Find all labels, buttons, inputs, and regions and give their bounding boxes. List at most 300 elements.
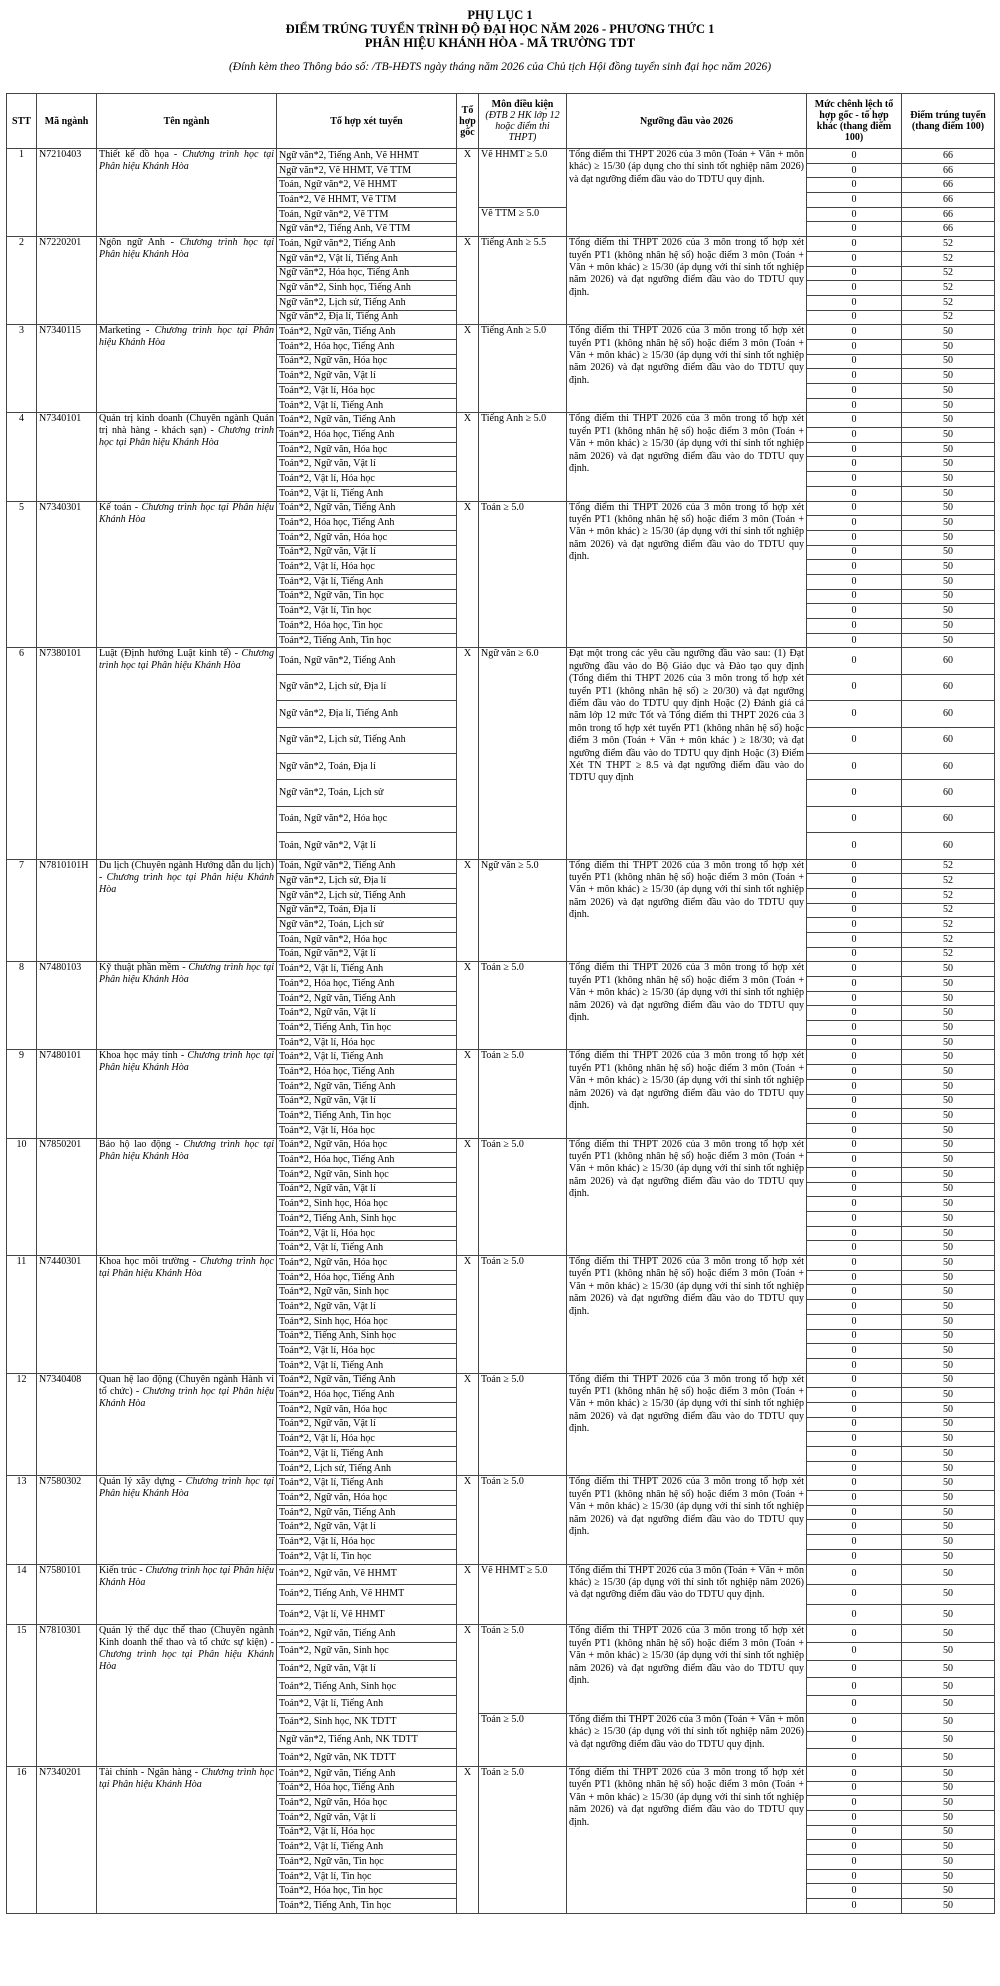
row-difference: 0 — [807, 1329, 902, 1344]
row-score: 66 — [902, 207, 995, 222]
row-base-marker: X — [457, 859, 479, 962]
row-combo: Toán*2, Vật lí, Hóa học — [277, 1825, 457, 1840]
row-score: 50 — [902, 1713, 995, 1731]
row-score: 50 — [902, 1226, 995, 1241]
row-combo: Toán*2, Vật lí, Tiếng Anh — [277, 486, 457, 501]
row-score: 50 — [902, 991, 995, 1006]
row-combo: Ngữ văn*2, Lịch sử, Tiếng Anh — [277, 727, 457, 753]
row-difference: 0 — [807, 310, 902, 325]
row-difference: 0 — [807, 1138, 902, 1153]
row-score: 52 — [902, 251, 995, 266]
row-combo: Toán*2, Vật lí, Hóa học — [277, 1123, 457, 1138]
row-score: 50 — [902, 472, 995, 487]
row-requirement: Tổng điểm thi THPT 2026 của 3 môn trong tổ hợp xét tuyển PT1 (không nhân hệ số) hoặc điểm 3 môn (Toán + Văn + môn khác) ≥ 15/30 (áp dụng với thí sinh tốt nghiệp năm 2026) và đạt ngưỡng điểm đầu vào do TDTU quy định. — [567, 962, 807, 1050]
col-header-stt: STT — [7, 94, 37, 149]
row-requirement: Tổng điểm thi THPT 2026 của 3 môn (Toán + Văn + môn khác) ≥ 15/30 (áp dụng cho thí sinh tốt nghiệp năm 2026) và đạt ngưỡng điểm đầu vào do TDTU quy định. — [567, 149, 807, 237]
row-score: 50 — [902, 1766, 995, 1781]
row-condition: Vẽ TTM ≥ 5.0 — [479, 207, 567, 236]
row-score: 60 — [902, 753, 995, 779]
row-code: N7850201 — [37, 1138, 97, 1256]
document-header — [6, 8, 994, 74]
row-requirement: Tổng điểm thi THPT 2026 của 3 môn trong tổ hợp xét tuyển PT1 (không nhân hệ số) hoặc điểm 3 môn (Toán + Văn + môn khác) ≥ 15/30 (áp dụng với thí sinh tốt nghiệp năm 2026) và đạt ngưỡng điểm đầu vào do TDTU quy định. — [567, 859, 807, 962]
row-score: 50 — [902, 1564, 995, 1584]
row-difference: 0 — [807, 545, 902, 560]
row-combo: Toán*2, Tiếng Anh, Tin học — [277, 1109, 457, 1124]
row-difference: 0 — [807, 619, 902, 634]
row-score: 50 — [902, 1358, 995, 1373]
row-combo: Toán*2, Ngữ văn, Vật lí — [277, 1094, 457, 1109]
row-name-main: Kế toán — [99, 501, 132, 513]
row-combo: Toán*2, Vật lí, Tiếng Anh — [277, 1050, 457, 1065]
row-difference: 0 — [807, 163, 902, 178]
row-name-separator: - — [267, 1637, 274, 1649]
row-name-separator: - — [179, 962, 189, 974]
row-name — [97, 149, 277, 237]
row-difference: 0 — [807, 1660, 902, 1678]
row-combo: Toán*2, Ngữ văn, Vật lí — [277, 1006, 457, 1021]
row-difference: 0 — [807, 1781, 902, 1796]
row-combo: Toán*2, Tiếng Anh, Tin học — [277, 1899, 457, 1914]
row-difference: 0 — [807, 251, 902, 266]
row-stt: 3 — [7, 325, 37, 413]
row-combo: Toán*2, Hóa học, Tiếng Anh — [277, 339, 457, 354]
row-condition: Toán ≥ 5.0 — [479, 1766, 567, 1913]
row-score: 50 — [902, 398, 995, 413]
row-combo: Toán*2, Vật lí, Hóa học — [277, 1535, 457, 1550]
row-combo: Toán*2, Vật lí, Tin học — [277, 1869, 457, 1884]
row-combo: Toán*2, Ngữ văn, Tin học — [277, 1855, 457, 1870]
document-title: ĐIỂM TRÚNG TUYỂN TRÌNH ĐỘ ĐẠI HỌC NĂM 2026 - PHƯƠNG THỨC 1 — [285, 22, 715, 36]
row-score: 52 — [902, 237, 995, 252]
row-difference: 0 — [807, 1584, 902, 1604]
row-score: 50 — [902, 977, 995, 992]
row-score: 50 — [902, 1810, 995, 1825]
row-requirement: Đạt một trong các yêu cầu ngưỡng đầu vào sau: (1) Đạt ngưỡng đầu vào do Bộ Giáo dục và Đào tạo quy định (Tổng điểm thi THPT 2026 của 3 môn trong tổ hợp xét tuyển PT1 (không nhân hệ số) ≥ 20/30) và đạt ngưỡng điểm đầu vào do TDTU quy định Hoặc (2) Đánh giá cả năm lớp 12 mức Tốt và Tổng điểm thi THPT 2026 của 3 môn trong tổ hợp xét tuyển PT1 (không nhân hệ số) hoặc điểm 3 môn (Toán + Văn + môn khác ) ≥ 18/30; và đạt ngưỡng điểm đầu vào do TDTU quy định Hoặc (3) Điểm Xét TN THPT ≥ 8.5 và đạt ngưỡng điểm đầu vào do TDTU quy định — [567, 648, 807, 859]
row-requirement: Tổng điểm thi THPT 2026 của 3 môn (Toán + Văn + môn khác) ≥ 15/30 (áp dụng với thí sinh tốt nghiệp năm 2026) và đạt ngưỡng điểm đầu vào do TDTU quy định. — [567, 1713, 807, 1766]
row-name-separator: - — [131, 501, 142, 513]
row-difference: 0 — [807, 1696, 902, 1714]
row-difference: 0 — [807, 1749, 902, 1767]
row-score: 66 — [902, 193, 995, 208]
row-combo: Toán*2, Vật lí, Tiếng Anh — [277, 1476, 457, 1491]
row-difference: 0 — [807, 947, 902, 962]
row-score: 50 — [902, 619, 995, 634]
row-code: N7580101 — [37, 1564, 97, 1625]
row-name-main: Khoa học máy tính — [99, 1050, 178, 1062]
row-combo: Toán*2, Ngữ văn, Hóa học — [277, 530, 457, 545]
row-combo: Toán*2, Ngữ văn, Vật lí — [277, 1182, 457, 1197]
row-score: 50 — [902, 1402, 995, 1417]
row-combo: Toán*2, Tiếng Anh, Tin học — [277, 633, 457, 648]
row-requirement: Tổng điểm thi THPT 2026 của 3 môn trong tổ hợp xét tuyển PT1 (không nhân hệ số) hoặc điểm 3 môn (Toán + Văn + môn khác) ≥ 15/30 (áp dụng với thí sinh tốt nghiệp năm 2026) và đạt ngưỡng điểm đầu vào do TDTU quy định. — [567, 1050, 807, 1138]
row-difference: 0 — [807, 193, 902, 208]
row-name — [97, 237, 277, 325]
row-base-marker: X — [457, 962, 479, 1050]
row-score: 52 — [902, 281, 995, 296]
row-score: 50 — [902, 633, 995, 648]
row-score: 50 — [902, 486, 995, 501]
table-row — [7, 1766, 995, 1781]
row-name — [97, 962, 277, 1050]
row-name-program: Chương trình học tại Phân hiệu Khánh Hòa — [99, 871, 274, 895]
row-difference: 0 — [807, 560, 902, 575]
row-score: 66 — [902, 222, 995, 237]
row-difference: 0 — [807, 1109, 902, 1124]
row-score: 50 — [902, 1869, 995, 1884]
row-stt: 10 — [7, 1138, 37, 1256]
row-combo: Ngữ văn*2, Địa lí, Tiếng Anh — [277, 701, 457, 727]
row-difference: 0 — [807, 222, 902, 237]
row-score: 50 — [902, 1731, 995, 1749]
row-score: 52 — [902, 266, 995, 281]
row-combo: Toán, Ngữ văn*2, Vẽ TTM — [277, 207, 457, 222]
row-difference: 0 — [807, 295, 902, 310]
row-name-separator: - — [191, 1766, 202, 1778]
table-body — [7, 149, 995, 1914]
row-score: 50 — [902, 1643, 995, 1661]
row-name-program: Chương trình học tại Phân hiệu Khánh Hòa — [99, 1138, 274, 1162]
row-score: 50 — [902, 1520, 995, 1535]
row-difference: 0 — [807, 1167, 902, 1182]
row-difference: 0 — [807, 237, 902, 252]
row-combo: Toán*2, Vật lí, Vẽ HHMT — [277, 1605, 457, 1625]
col-header-score: Điểm trúng tuyển (thang điểm 100) — [902, 94, 995, 149]
row-score: 50 — [902, 1329, 995, 1344]
row-combo: Toán, Ngữ văn*2, Tiếng Anh — [277, 859, 457, 874]
row-requirement: Tổng điểm thi THPT 2026 của 3 môn trong tổ hợp xét tuyển PT1 (không nhân hệ số) hoặc điểm 3 môn (Toán + Văn + môn khác) ≥ 15/30 (áp dụng với thí sinh tốt nghiệp năm 2026) và đạt ngưỡng điểm đầu vào do TDTU quy định. — [567, 1373, 807, 1476]
row-score: 60 — [902, 833, 995, 859]
row-score: 50 — [902, 354, 995, 369]
row-score: 50 — [902, 442, 995, 457]
row-difference: 0 — [807, 369, 902, 384]
row-base-marker: X — [457, 237, 479, 325]
row-base-marker: X — [457, 1766, 479, 1913]
row-difference: 0 — [807, 1810, 902, 1825]
row-name-main: Quan hệ lao động (Chuyên ngành Hành vi tổ chức) — [99, 1373, 274, 1397]
row-difference: 0 — [807, 530, 902, 545]
row-difference: 0 — [807, 1491, 902, 1506]
row-score: 50 — [902, 1491, 995, 1506]
row-difference: 0 — [807, 1884, 902, 1899]
row-combo: Ngữ văn*2, Lịch sử, Địa lí — [277, 674, 457, 700]
row-combo: Toán*2, Ngữ văn, Hóa học — [277, 1256, 457, 1271]
row-score: 50 — [902, 1535, 995, 1550]
row-combo: Toán*2, Ngữ văn, Vật lí — [277, 1810, 457, 1825]
row-difference: 0 — [807, 1549, 902, 1564]
col-header-condition-sub: (ĐTB 2 HK lớp 12 hoặc điểm thi THPT) — [485, 110, 560, 143]
row-score: 50 — [902, 1079, 995, 1094]
row-name-program: Chương trình học tại Phân hiệu Khánh Hòa — [99, 1766, 274, 1790]
col-header-condition — [479, 94, 567, 149]
row-difference: 0 — [807, 354, 902, 369]
row-difference: 0 — [807, 1840, 902, 1855]
row-difference: 0 — [807, 1796, 902, 1811]
attachment-note: (Đính kèm theo Thông báo số: /TB-HĐTS ngày tháng năm 2026 của Chủ tịch Hội đồng tuyển sinh đại học năm 2026) — [228, 61, 772, 73]
row-score: 50 — [902, 1388, 995, 1403]
row-requirement: Tổng điểm thi THPT 2026 của 3 môn trong tổ hợp xét tuyển PT1 (không nhân hệ số) hoặc điểm 3 môn (Toán + Văn + môn khác) ≥ 15/30 (áp dụng với thí sinh tốt nghiệp năm 2026) và đạt ngưỡng điểm đầu vào do TDTU quy định. — [567, 1138, 807, 1256]
row-score: 60 — [902, 701, 995, 727]
row-score: 50 — [902, 1796, 995, 1811]
row-score: 66 — [902, 149, 995, 164]
row-stt: 15 — [7, 1625, 37, 1767]
row-difference: 0 — [807, 1766, 902, 1781]
row-difference: 0 — [807, 1388, 902, 1403]
row-combo: Toán*2, Vật lí, Hóa học — [277, 560, 457, 575]
row-combo: Ngữ văn*2, Toán, Địa lí — [277, 903, 457, 918]
row-score: 60 — [902, 648, 995, 674]
row-score: 50 — [902, 1696, 995, 1714]
row-combo: Ngữ văn*2, Tiếng Anh, NK TDTT — [277, 1731, 457, 1749]
row-combo: Toán*2, Vật lí, Tiếng Anh — [277, 398, 457, 413]
row-score: 50 — [902, 1749, 995, 1767]
row-difference: 0 — [807, 1505, 902, 1520]
table-row — [7, 648, 995, 674]
row-score: 52 — [902, 310, 995, 325]
row-combo: Toán*2, Ngữ văn, Tiếng Anh — [277, 1505, 457, 1520]
row-name-separator: - — [132, 1385, 143, 1397]
row-combo: Ngữ văn*2, Toán, Địa lí — [277, 753, 457, 779]
row-difference: 0 — [807, 1314, 902, 1329]
row-code: N7440301 — [37, 1256, 97, 1374]
row-combo: Toán*2, Ngữ văn, Hóa học — [277, 1402, 457, 1417]
row-combo: Toán*2, Hóa học, Tiếng Anh — [277, 1781, 457, 1796]
row-combo: Toán*2, Vật lí, Hóa học — [277, 472, 457, 487]
row-score: 50 — [902, 1138, 995, 1153]
row-name — [97, 1766, 277, 1913]
row-difference: 0 — [807, 178, 902, 193]
row-difference: 0 — [807, 727, 902, 753]
table-row — [7, 1625, 995, 1643]
row-name — [97, 413, 277, 501]
row-condition: Toán ≥ 5.0 — [479, 1256, 567, 1374]
row-requirement: Tổng điểm thi THPT 2026 của 3 môn trong tổ hợp xét tuyển PT1 (không nhân hệ số) hoặc điểm 3 môn (Toán + Văn + môn khác) ≥ 15/30 (áp dụng với thí sinh tốt nghiệp năm 2026) và đạt ngưỡng điểm đầu vào do TDTU quy định. — [567, 1476, 807, 1564]
row-difference: 0 — [807, 325, 902, 340]
table-row — [7, 1373, 995, 1388]
row-name — [97, 1625, 277, 1767]
row-combo: Ngữ văn*2, Toán, Lịch sử — [277, 918, 457, 933]
row-score: 50 — [902, 457, 995, 472]
row-name-main: Tài chính - Ngân hàng — [99, 1766, 192, 1778]
row-code: N7210403 — [37, 149, 97, 237]
row-combo: Ngữ văn*2, Tiếng Anh, Vẽ TTM — [277, 222, 457, 237]
row-score: 50 — [902, 1884, 995, 1899]
table-row — [7, 1138, 995, 1153]
row-difference: 0 — [807, 428, 902, 443]
row-base-marker: X — [457, 1050, 479, 1138]
table-row — [7, 237, 995, 252]
row-base-marker: X — [457, 413, 479, 501]
row-stt: 16 — [7, 1766, 37, 1913]
row-difference: 0 — [807, 932, 902, 947]
row-score: 50 — [902, 1285, 995, 1300]
row-combo: Toán*2, Tiếng Anh, Tin học — [277, 1021, 457, 1036]
row-score: 50 — [902, 604, 995, 619]
row-difference: 0 — [807, 1300, 902, 1315]
row-difference: 0 — [807, 1123, 902, 1138]
row-condition: Tiếng Anh ≥ 5.5 — [479, 237, 567, 325]
row-score: 66 — [902, 163, 995, 178]
row-name — [97, 1256, 277, 1374]
row-difference: 0 — [807, 1643, 902, 1661]
row-score: 60 — [902, 674, 995, 700]
row-difference: 0 — [807, 604, 902, 619]
row-difference: 0 — [807, 1564, 902, 1584]
row-combo: Toán*2, Ngữ văn, Vật lí — [277, 457, 457, 472]
row-combo: Toán, Ngữ văn*2, Vật lí — [277, 947, 457, 962]
row-combo: Ngữ văn*2, Lịch sử, Tiếng Anh — [277, 888, 457, 903]
row-name-main: Khoa học môi trường — [99, 1256, 189, 1268]
row-name-program: Chương trình học tại Phân hiệu Khánh Hòa — [99, 1385, 275, 1409]
row-name — [97, 1050, 277, 1138]
row-combo: Ngữ văn*2, Lịch sử, Địa lí — [277, 874, 457, 889]
row-difference: 0 — [807, 874, 902, 889]
row-difference: 0 — [807, 859, 902, 874]
row-combo: Toán*2, Ngữ văn, Hóa học — [277, 1796, 457, 1811]
row-name-main: Bảo hộ lao động — [99, 1138, 171, 1150]
row-code: N7380101 — [37, 648, 97, 859]
row-difference: 0 — [807, 1535, 902, 1550]
row-combo: Toán*2, Tiếng Anh, Vẽ HHMT — [277, 1584, 457, 1604]
row-name-program: Chương trình học tại Phân hiệu Khánh Hòa — [99, 1476, 274, 1500]
row-combo: Toán*2, Ngữ văn, Hóa học — [277, 1491, 457, 1506]
row-combo: Toán*2, Hóa học, Tiếng Anh — [277, 1065, 457, 1080]
row-combo: Toán*2, Vật lí, Tiếng Anh — [277, 1696, 457, 1714]
col-header-base: Tổ hợp gốc — [457, 94, 479, 149]
row-combo: Toán*2, Ngữ văn, Sinh học — [277, 1167, 457, 1182]
row-base-marker: X — [457, 325, 479, 413]
row-difference: 0 — [807, 991, 902, 1006]
row-stt: 7 — [7, 859, 37, 962]
col-header-name: Tên ngành — [97, 94, 277, 149]
row-score: 50 — [902, 1123, 995, 1138]
row-requirement: Tổng điểm thi THPT 2026 của 3 môn trong tổ hợp xét tuyển PT1 (không nhân hệ số) hoặc điểm 3 môn (Toán + Văn + môn khác) ≥ 15/30 (áp dụng với thí sinh tốt nghiệp năm 2026) và đạt ngưỡng điểm đầu vào do TDTU quy định. — [567, 325, 807, 413]
row-difference: 0 — [807, 1079, 902, 1094]
row-difference: 0 — [807, 918, 902, 933]
row-requirement: Tổng điểm thi THPT 2026 của 3 môn trong tổ hợp xét tuyển PT1 (không nhân hệ số) hoặc điểm 3 môn (Toán + Văn + môn khác) ≥ 15/30 (áp dụng với thí sinh tốt nghiệp năm 2026) và đạt ngưỡng điểm đầu vào do TDTU quy định. — [567, 501, 807, 648]
row-condition: Toán ≥ 5.0 — [479, 1050, 567, 1138]
row-score: 50 — [902, 428, 995, 443]
row-difference: 0 — [807, 1065, 902, 1080]
row-difference: 0 — [807, 1212, 902, 1227]
row-base-marker: X — [457, 1138, 479, 1256]
row-combo: Toán, Ngữ văn*2, Tiếng Anh — [277, 648, 457, 674]
row-score: 66 — [902, 178, 995, 193]
row-combo: Toán*2, Vật lí, Tiếng Anh — [277, 1241, 457, 1256]
row-stt: 1 — [7, 149, 37, 237]
row-difference: 0 — [807, 1825, 902, 1840]
row-stt: 13 — [7, 1476, 37, 1564]
row-name-main: Quản lý thể dục thể thao (Chuyên ngành Kinh doanh thể thao và tổ chức sự kiện) — [99, 1625, 274, 1649]
row-requirement: Tổng điểm thi THPT 2026 của 3 môn trong tổ hợp xét tuyển PT1 (không nhân hệ số) hoặc điểm 3 môn (Toán + Văn + môn khác) ≥ 15/30 (áp dụng với thí sinh tốt nghiệp năm 2026) và đạt ngưỡng điểm đầu vào do TDTU quy định. — [567, 1766, 807, 1913]
row-combo: Toán*2, Lịch sử, Tiếng Anh — [277, 1461, 457, 1476]
row-name-separator: - — [164, 237, 180, 249]
table-header-row — [7, 94, 995, 149]
row-difference: 0 — [807, 648, 902, 674]
row-combo: Toán*2, Ngữ văn, Vật lí — [277, 1660, 457, 1678]
row-difference: 0 — [807, 1021, 902, 1036]
row-difference: 0 — [807, 1520, 902, 1535]
row-code: N7810101H — [37, 859, 97, 962]
row-score: 50 — [902, 1505, 995, 1520]
row-difference: 0 — [807, 753, 902, 779]
row-score: 50 — [902, 339, 995, 354]
table-row — [7, 962, 995, 977]
appendix-title: PHỤ LỤC 1 — [467, 8, 533, 22]
row-code: N7480101 — [37, 1050, 97, 1138]
row-combo: Toán*2, Ngữ văn, Sinh học — [277, 1285, 457, 1300]
row-combo: Toán*2, Vật lí, Tiếng Anh — [277, 962, 457, 977]
row-difference: 0 — [807, 281, 902, 296]
row-score: 50 — [902, 1549, 995, 1564]
row-name-program: Chương trình học tại Phân hiệu Khánh Hòa — [99, 962, 274, 986]
row-combo: Toán*2, Ngữ văn, Vật lí — [277, 1300, 457, 1315]
row-score: 52 — [902, 932, 995, 947]
row-base-marker: X — [457, 1564, 479, 1625]
row-difference: 0 — [807, 1270, 902, 1285]
row-name-separator: - — [206, 425, 218, 437]
row-name — [97, 648, 277, 859]
row-name-separator: - — [188, 1256, 200, 1268]
row-score: 52 — [902, 918, 995, 933]
row-score: 50 — [902, 1035, 995, 1050]
row-combo: Toán*2, Hóa học, Tiếng Anh — [277, 977, 457, 992]
row-score: 50 — [902, 1256, 995, 1271]
table-row — [7, 1564, 995, 1584]
row-score: 52 — [902, 903, 995, 918]
row-score: 50 — [902, 1314, 995, 1329]
row-combo: Toán*2, Ngữ văn, Tin học — [277, 589, 457, 604]
row-name-separator: - — [177, 1050, 188, 1062]
row-score: 50 — [902, 1167, 995, 1182]
row-combo: Toán, Ngữ văn*2, Hóa học — [277, 932, 457, 947]
row-stt: 6 — [7, 648, 37, 859]
row-score: 50 — [902, 1021, 995, 1036]
row-condition: Toán ≥ 5.0 — [479, 1138, 567, 1256]
row-name-separator: - — [231, 648, 242, 660]
row-difference: 0 — [807, 339, 902, 354]
row-name-separator: - — [136, 1564, 146, 1576]
row-difference: 0 — [807, 1358, 902, 1373]
row-score: 50 — [902, 1432, 995, 1447]
row-difference: 0 — [807, 1713, 902, 1731]
row-difference: 0 — [807, 1197, 902, 1212]
row-combo: Toán*2, Sinh học, Hóa học — [277, 1197, 457, 1212]
admission-score-table — [6, 93, 995, 1914]
row-score: 50 — [902, 1094, 995, 1109]
row-score: 50 — [902, 1270, 995, 1285]
row-code: N7810301 — [37, 1625, 97, 1767]
row-score: 50 — [902, 1417, 995, 1432]
row-name-main: Ngôn ngữ Anh — [99, 237, 165, 249]
row-score: 50 — [902, 1065, 995, 1080]
row-code: N7340301 — [37, 501, 97, 648]
col-header-requirement: Ngưỡng đầu vào 2026 — [567, 94, 807, 149]
row-condition: Tiếng Anh ≥ 5.0 — [479, 413, 567, 501]
row-base-marker: X — [457, 1625, 479, 1767]
row-name — [97, 1476, 277, 1564]
row-difference: 0 — [807, 442, 902, 457]
row-name-program: Chương trình học tại Phân hiệu Khánh Hòa — [99, 1649, 274, 1673]
row-combo: Toán*2, Hóa học, Tiếng Anh — [277, 1270, 457, 1285]
table-row — [7, 1050, 995, 1065]
row-name-program: Chương trình học tại Phân hiệu Khánh Hòa — [99, 501, 274, 525]
row-combo: Toán, Ngữ văn*2, Hóa học — [277, 806, 457, 832]
row-difference: 0 — [807, 486, 902, 501]
row-difference: 0 — [807, 1731, 902, 1749]
row-condition: Toán ≥ 5.0 — [479, 1625, 567, 1713]
row-difference: 0 — [807, 633, 902, 648]
row-difference: 0 — [807, 1006, 902, 1021]
